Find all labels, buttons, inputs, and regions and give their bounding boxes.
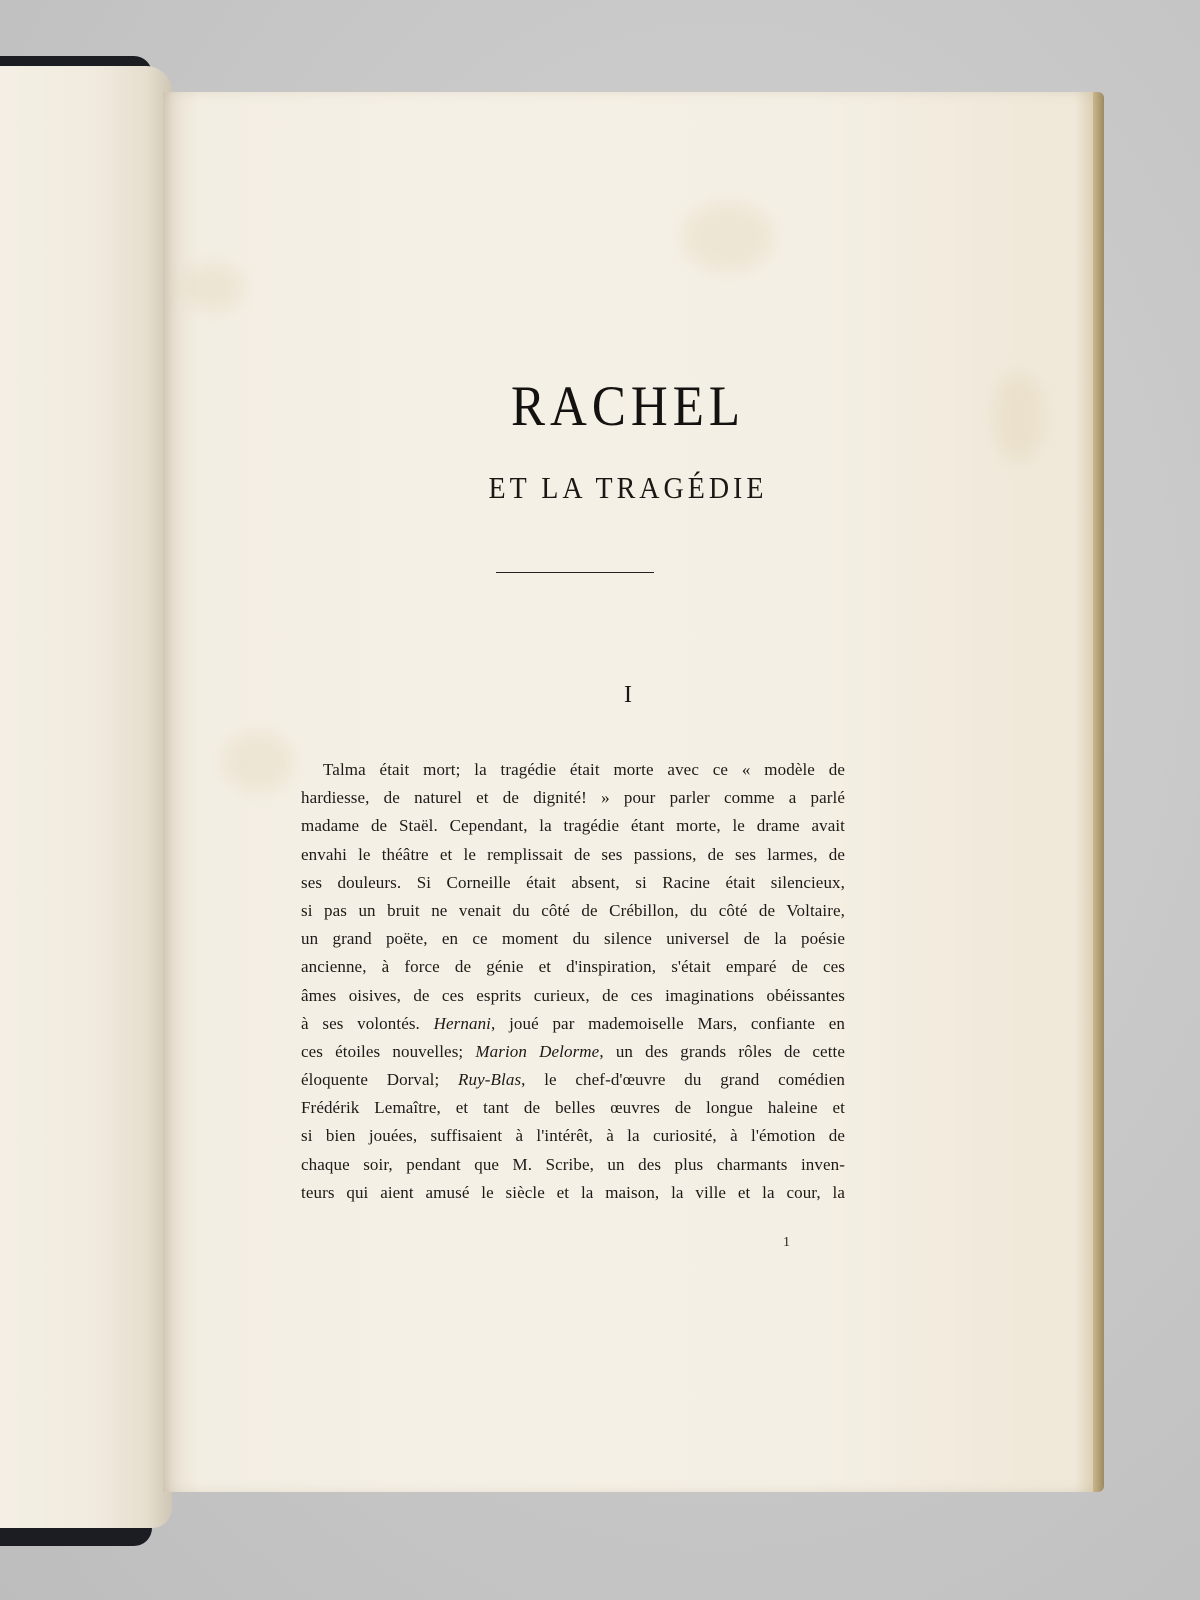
left-page [0,66,172,1528]
text-line: si bien jouées, suffisaient à l'intérêt, à la curiosité, à l'émotion de [301,1126,845,1146]
text-line: âmes oisives, de ces esprits curieux, de ces imaginations obéissantes [301,985,845,1005]
foxing-spot [223,732,293,792]
right-page [163,92,1093,1492]
text-line: Frédérik Lemaître, et tant de belles œuvres de longue haleine et [301,1098,845,1118]
body-paragraph [301,756,845,1207]
foxing-spot [683,202,773,272]
page-number: 1 [783,1235,790,1250]
text-line: un grand poëte, en ce moment du silence universel de la poésie [301,929,845,949]
text-line: envahi le théâtre et le remplissait de ses passions, de ses larmes, de [301,844,845,864]
title-divider [496,572,654,573]
text-line: à ses volontés. Hernani, joué par mademoiselle Mars, confiante en [301,1013,845,1033]
text-line: Talma était mort; la tragédie était morte avec ce « modèle de [323,760,845,779]
text-line: ancienne, à force de génie et d'inspiration, s'était emparé de ces [301,957,845,977]
text-line: éloquente Dorval; Ruy-Blas, le chef-d'œuvre du grand comédien [301,1070,845,1090]
page-title: RACHEL [511,375,745,439]
text-line: madame de Staël. Cependant, la tragédie étant morte, le drame avait [301,816,845,836]
italic-work-title: Hernani [433,1013,491,1033]
text-line: teurs qui aient amusé le siècle et la maison, la ville et la cour, la [301,1182,845,1202]
text-line: si pas un bruit ne venait du côté de Crébillon, du côté de Voltaire, [301,900,845,920]
text-line: chaque soir, pendant que M. Scribe, un des plus charmants inven- [301,1154,845,1174]
foxing-spot [183,262,243,312]
italic-work-title: Marion Delorme [475,1041,600,1061]
page-subtitle: ET LA TRAGÉDIE [488,471,768,506]
italic-work-title: Ruy-Blas [458,1070,522,1090]
chapter-number: I [624,682,632,708]
text-line: ces étoiles nouvelles; Marion Delorme, un des grands rôles de cette [301,1041,845,1061]
text-line: hardiesse, de naturel et de dignité! » pour parler comme a parlé [301,788,845,808]
text-line: ses douleurs. Si Corneille était absent, si Racine était silencieux, [301,872,845,892]
